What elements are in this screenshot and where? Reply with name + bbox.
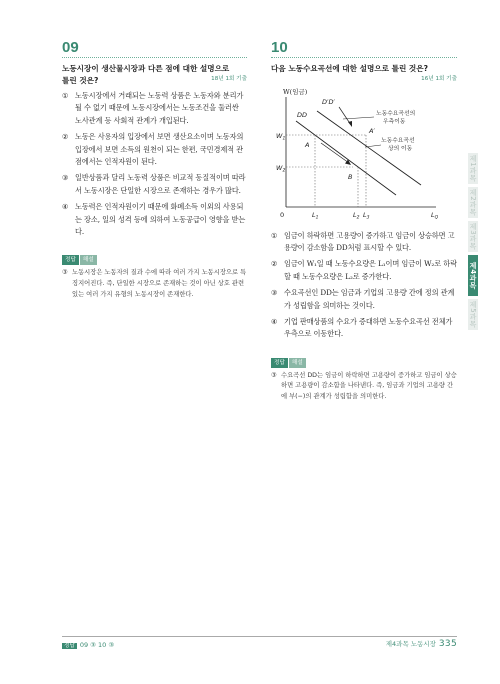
question-title: 다음 노동수요곡선에 대한 설명으로 틀린 것은? xyxy=(271,64,428,73)
answer-tag: 정답 xyxy=(62,255,79,265)
shift-pointer xyxy=(343,117,374,119)
origin-label: 0 xyxy=(280,210,285,219)
answer-tag: 정답 xyxy=(271,358,288,368)
tab-subject-3[interactable]: 제3과목 xyxy=(468,221,478,252)
move-label-1: 노동수요곡선 xyxy=(381,137,415,144)
tab-subject-5[interactable]: 제5과목 xyxy=(468,299,478,330)
move-pointer xyxy=(365,145,381,147)
exam-year-tag: 16년 1회 기출 xyxy=(421,75,457,82)
option-4: ④ 노동력은 인적자원이기 때문에 화폐소득 이외의 사용되는 장소, 일의 성격 등에 의하여 노동공급이 영향을 받는다. xyxy=(62,202,246,237)
option-3: ③ 수요곡선인 DD는 임금과 기업의 고용량 간에 정의 관계가 성립함을 의미하는 것이다. xyxy=(271,288,455,310)
explanation: ③ 노동시장은 노동자의 질과 수에 따라 여러 가지 노동시장으로 특징지어진다. 즉, 단일한 시장으로 존재하는 것이 아닌 상호 관련 있는 여러 가지 유형의 노동시장이 존재한다. xyxy=(62,269,247,298)
tab-subject-2[interactable]: 제2과목 xyxy=(468,187,478,218)
question-number: 09 xyxy=(62,40,247,58)
exam-year-tag: 18년 1회 기출 xyxy=(211,75,247,82)
explain-tag: 해설 xyxy=(289,358,306,368)
point-a-label: A xyxy=(305,140,310,149)
l2-label: $L_2$ xyxy=(353,210,360,220)
shift-label-2: 우측이동 xyxy=(383,118,406,125)
question-10 xyxy=(271,40,457,403)
shift-label-1: 노동수요곡선의 xyxy=(376,110,416,117)
answer-explain-tags xyxy=(271,349,457,368)
explanation: ③ 수요곡선 DD는 임금이 하락하면 고용량이 증가하고 임금이 상승하면 고용량이 감소함을 나타낸다. 즉, 임금과 기업의 고용량 간에 부(−)의 관계가 성립함을 의미한다. xyxy=(271,371,457,400)
lq-label: $L_Q$ xyxy=(431,210,439,220)
l1-label: $L_1$ xyxy=(312,210,319,220)
question-number: 10 xyxy=(271,40,457,58)
answer-key-tag: 정답 xyxy=(64,643,75,649)
point-b-label: B xyxy=(348,172,353,181)
dd-label: DD xyxy=(297,110,308,119)
question-title: 노동시장이 생산물시장과 다른 점에 대한 설명으로 틀린 것은? 18년 1회 기출 xyxy=(62,64,247,85)
subject-tabs xyxy=(468,153,500,333)
footer-divider xyxy=(62,636,457,637)
option-2: ② 노동은 사용자의 입장에서 보면 생산요소이며 노동자의 입장에서 보면 소득의 원천이 되는 한편, 국민경제적 관점에서는 인적자원이 된다. xyxy=(62,132,244,167)
option-2: ② 임금이 W₁일 때 노동수요량은 L₁이며 임금이 W₂로 하락할 때 노동수요량은 L₂로 증가한다. xyxy=(271,259,457,281)
tab-subject-4[interactable]: 제4과목 xyxy=(468,255,478,296)
tab-subject-1[interactable]: 제1과목 xyxy=(468,153,478,184)
point-a-prime-label: A′ xyxy=(369,126,375,135)
dd-prime-label: D′D′ xyxy=(322,97,335,106)
chapter-title: 제4과목 노동시장 xyxy=(385,640,436,648)
footer-page-info xyxy=(386,639,457,649)
move-label-2: 상의 이동 xyxy=(388,145,413,152)
question-09 xyxy=(62,40,247,300)
l3-label: $L_3$ xyxy=(363,210,370,220)
answer-explain-tags xyxy=(62,246,247,265)
option-1: ① 임금이 하락하면 고용량이 증가하고 임금이 상승하면 고용량이 감소함을 DD처럼 표시할 수 있다. xyxy=(271,230,455,252)
option-4: ④ 기업 판매상품의 수요가 증대하면 노동수요곡선 전체가 우측으로 이동한다. xyxy=(271,316,453,339)
movement-arrow xyxy=(321,143,349,163)
explain-tag: 해설 xyxy=(80,255,97,265)
footer-answers xyxy=(62,641,114,649)
page-number: 335 xyxy=(438,639,457,649)
option-1: ① 노동시장에서 거래되는 노동력 상품은 노동자와 분리가 될 수 없기 때문에 노동시장에서는 노동조건을 둘러싼 노사관계 등 사회적 관계가 개입된다. xyxy=(62,91,244,125)
w1-label: $W_1$ xyxy=(276,131,286,141)
w2-label: $W_2$ xyxy=(276,163,286,173)
answer-key: 09 ③ 10 ③ xyxy=(79,641,115,649)
option-3: ③ 일반상품과 달리 노동력 상품은 비교적 동질적이며 따라서 노동시장은 단일한 시장으로 존재하는 경우가 많다. xyxy=(62,173,246,195)
y-axis-label: W(임금) xyxy=(283,87,308,96)
labor-demand-graph xyxy=(271,87,457,222)
